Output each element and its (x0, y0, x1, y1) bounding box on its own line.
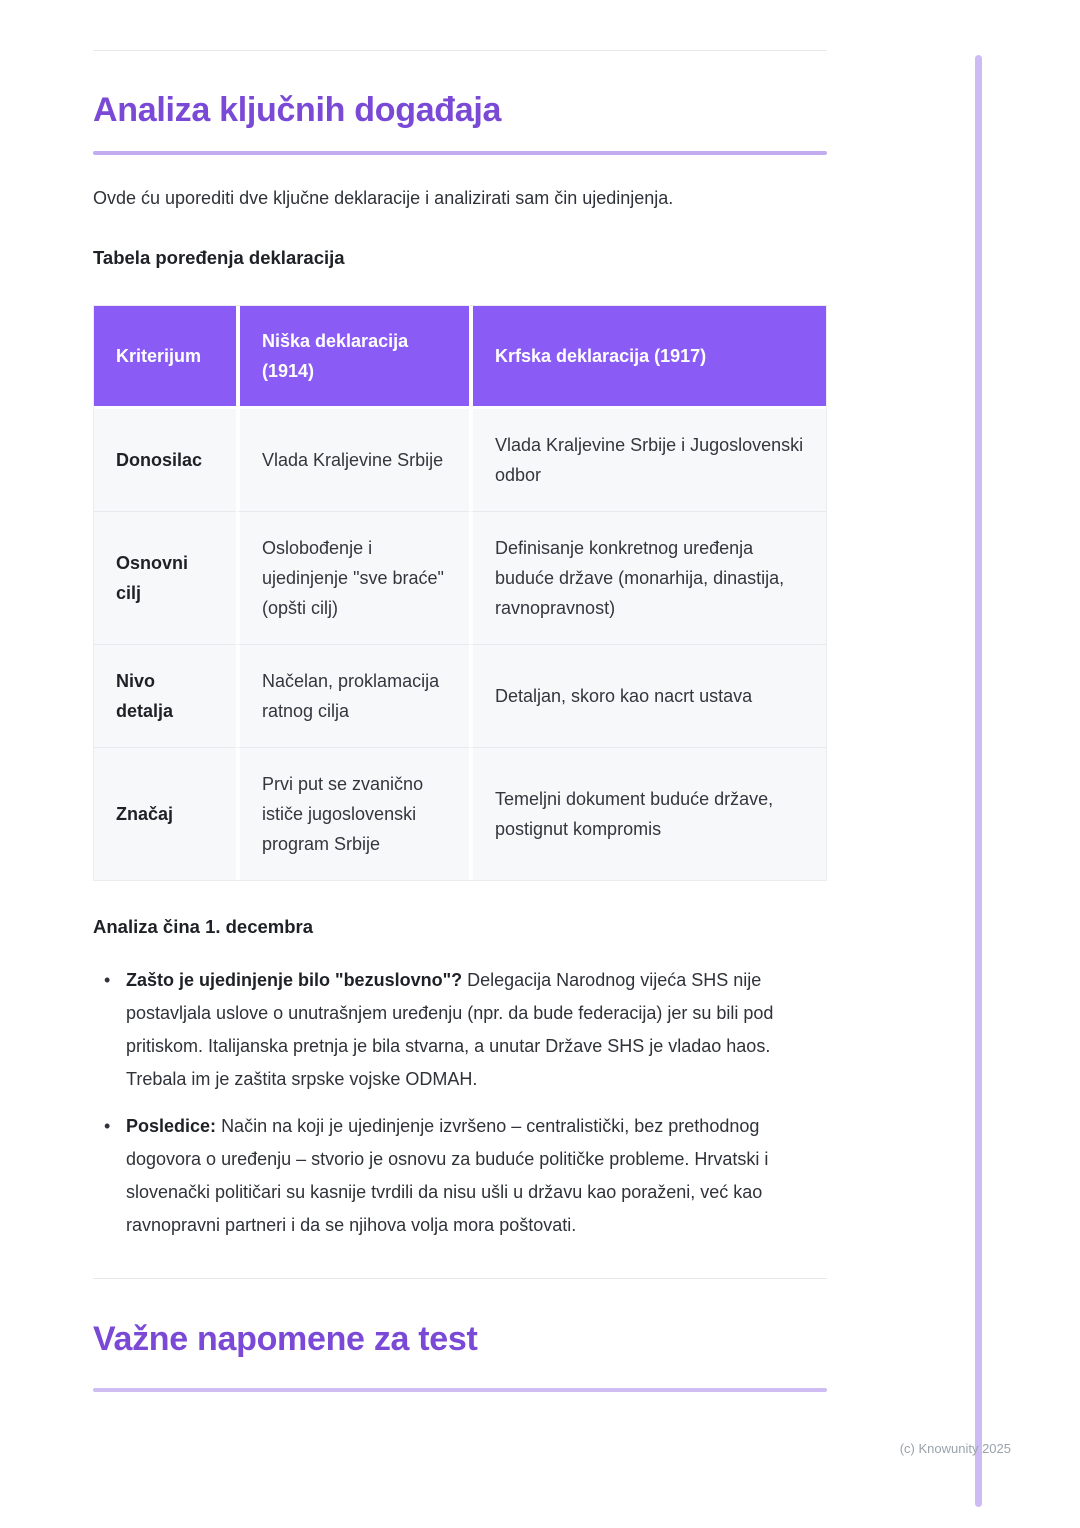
notes-title-underline (93, 1388, 827, 1392)
table-cell-krfska: Definisanje konkretnog uređenja buduće države (monarhija, dinastija, ravnopravnost) (469, 511, 826, 644)
table-cell-niska: Načelan, proklamacija ratnog cilja (236, 644, 469, 747)
table-header-krfska-deklaracija: Krfska deklaracija (1917) (469, 306, 826, 406)
table-cell-niska: Oslobođenje i ujedinjenje "sve braće" (opšti cilj) (236, 511, 469, 644)
comparison-table (93, 305, 827, 881)
scrollbar[interactable] (975, 55, 982, 1507)
table-cell-niska: Vlada Kraljevine Srbije (236, 406, 469, 511)
analysis-heading: Analiza čina 1. decembra (93, 916, 314, 937)
table-header-niska-deklaracija: Niška deklaracija (1914) (236, 306, 469, 406)
table-cell-criterion: Nivo detalja (94, 644, 236, 747)
table-cell-krfska: Detaljan, skoro kao nacrt ustava (469, 644, 826, 747)
copyright-notice: (c) Knowunity 2025 (899, 1441, 1011, 1456)
list-item (93, 964, 827, 1096)
analysis-bullet-list (93, 964, 827, 1242)
title-underline (93, 151, 827, 155)
table-heading: Tabela poređenja deklaracija (93, 247, 345, 268)
table-cell-krfska: Vlada Kraljevine Srbije i Jugoslovenski odbor (469, 406, 826, 511)
table-row (94, 511, 826, 644)
intro-paragraph: Ovde ću uporediti dve ključne deklaracije i analizirati sam čin ujedinjenja. (93, 188, 674, 208)
notes-section-title: Važne napomene za test (93, 1320, 478, 1358)
table-cell-criterion: Osnovni cilj (94, 511, 236, 644)
table-cell-criterion: Donosilac (94, 406, 236, 511)
document-content (93, 0, 827, 1392)
table-cell-criterion: Značaj (94, 747, 236, 880)
bullet-text: Način na koji je ujedinjenje izvršeno – centralistički, bez prethodnog dogovora o uređenju – stvorio je osnovu za buduće političke probleme. Hrvatski i slovenački političari su kasnije tvrdili da nisu ušli u državu kao poraženi, već kao ravnopravni partneri i da se njihova volja mora poštovati. (126, 1116, 769, 1235)
table-header-kriterijum: Kriterijum (94, 306, 236, 406)
table-cell-krfska: Temeljni dokument buduće države, postignut kompromis (469, 747, 826, 880)
table-row (94, 747, 826, 880)
table-header-row (94, 306, 826, 406)
table-cell-niska: Prvi put se zvanično ističe jugoslovenski program Srbije (236, 747, 469, 880)
page-title: Analiza ključnih događaja (93, 91, 502, 129)
table-row (94, 406, 826, 511)
table-row (94, 644, 826, 747)
bullet-lead: Zašto je ujedinjenje bilo "bezuslovno"? (126, 970, 463, 990)
bullet-lead: Posledice: (126, 1116, 217, 1136)
list-item (93, 1110, 827, 1242)
bullet-text: Delegacija Narodnog vijeća SHS nije postavljala uslove o unutrašnjem uređenju (npr. da bude federacija) jer su bili pod pritiskom. Italijanska pretnja je bila stvarna, a unutar Države SHS je vladao haos. Trebala im je zaštita srpske vojske ODMAH. (126, 970, 774, 1089)
section-divider (93, 1278, 827, 1279)
